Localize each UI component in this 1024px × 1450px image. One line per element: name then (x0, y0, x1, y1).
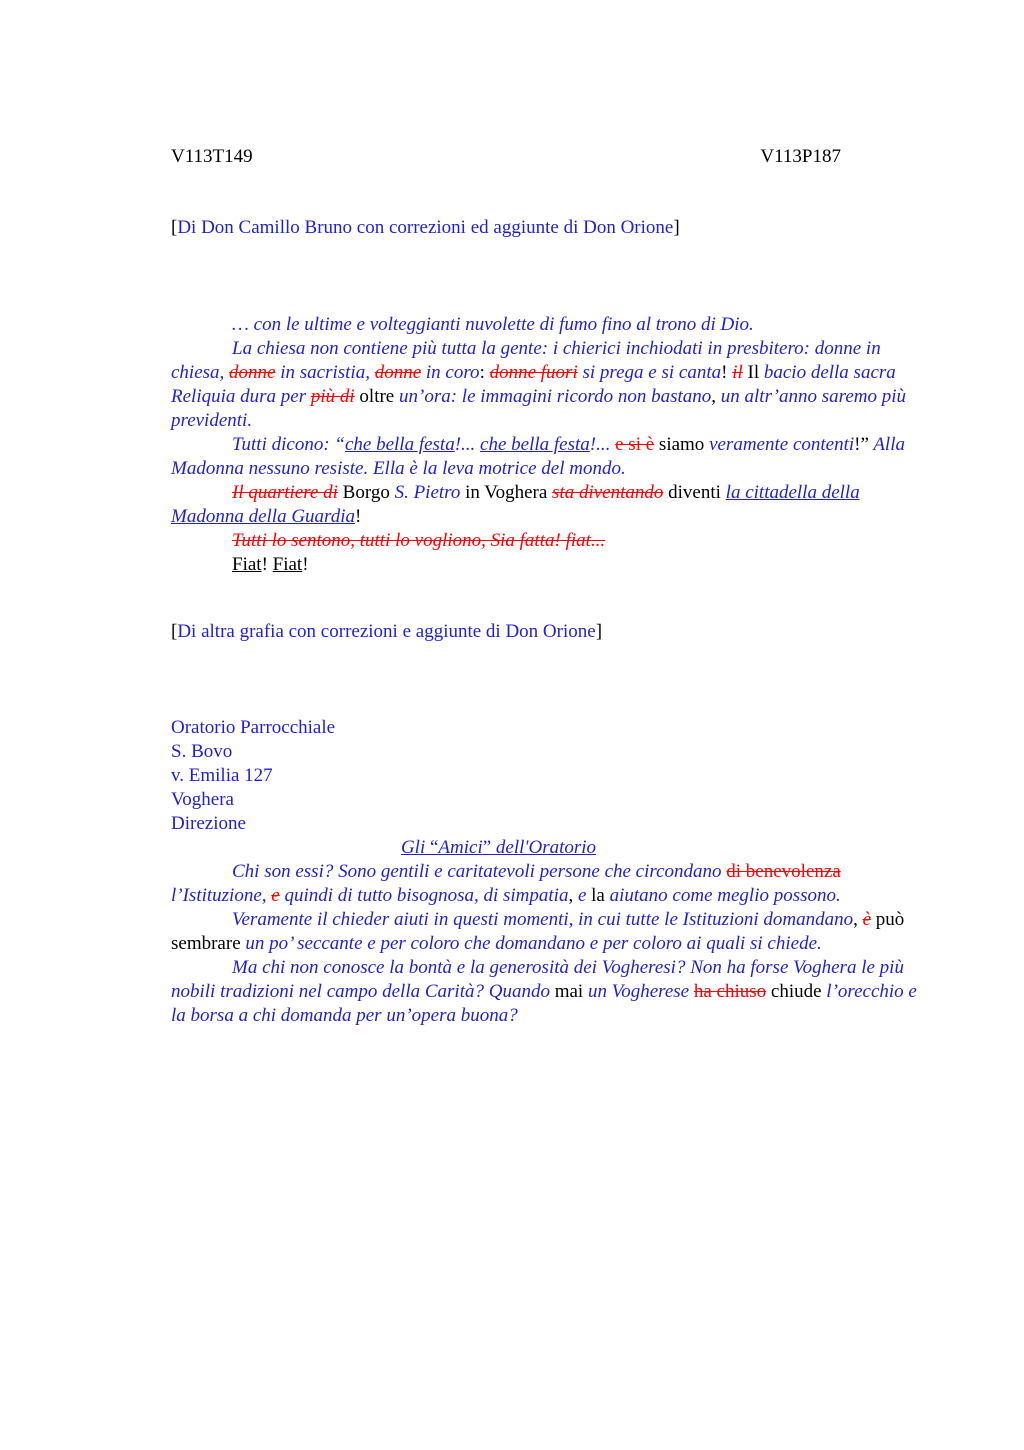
document-code-left: V113T149 (171, 146, 253, 167)
paragraph-4: Il quartiere di Borgo S. Pietro in Voghera sta diventando diventi la cittadella della Madonna della Guardia! (171, 482, 860, 527)
paragraph-5-deleted: Tutti lo sentono, tutti lo vogliono, Sia fatta! fiat... (232, 530, 606, 551)
deleted-text: ha chiuso (693, 981, 767, 1002)
section-note-2: [Di altra grafia con correzioni e aggiunte di Don Orione] (171, 621, 603, 642)
deleted-text: donne (374, 362, 422, 383)
text-block-1 (171, 313, 926, 577)
address-line: Oratorio Parrocchiale (171, 717, 336, 738)
deleted-text: sta diventando (552, 482, 664, 503)
deleted-text: è (862, 909, 872, 930)
paragraph-3: Tutti dicono: “che bella festa!... che bella festa!... e si è siamo veramente contenti!” Alla Madonna nessuno resiste. Ella è la leva motrice del mondo. (171, 434, 905, 479)
deleted-text: donne (229, 362, 276, 383)
deleted-text: e (271, 885, 280, 906)
underlined-text: che bella festa (344, 434, 455, 455)
paragraph-1: … con le ultime e volteggianti nuvolette di fumo fino al trono di Dio. (232, 314, 754, 335)
text-block-2 (171, 836, 926, 1028)
document-code-right: V113P187 (760, 146, 841, 167)
document-title: Gli “Amici” dell'Oratorio (400, 837, 597, 858)
paragraph-2: La chiesa non contiene più tutta la gente: i chierici inchiodati in presbitero: donne in chiesa, donne in sacristia, donne in coro: donne fuori si prega e si canta! il Il bacio della sacra Reliquia dura per più di oltre un’ora: le immagini ricordo non bastano, un altr’anno saremo più previdenti. (171, 338, 907, 431)
address-line: v. Emilia 127 (171, 765, 273, 786)
section-note-1: [Di Don Camillo Bruno con correzioni ed aggiunte di Don Orione] (171, 217, 680, 238)
address-line: Direzione (171, 813, 246, 834)
deleted-text: più di (310, 386, 355, 407)
paragraph-7: Chi son essi? Sono gentili e caritatevoli persone che circondano di benevolenza l’Istituzione, e quindi di tutto bisognosa, di simpatia, e la aiutano come meglio possono. (171, 861, 841, 906)
paragraph-8: Veramente il chieder aiuti in questi momenti, in cui tutte le Istituzioni domandano, è può sembrare un po’ seccante e per coloro che domandano e per coloro ai quali si chiede. (171, 909, 905, 954)
page-header (171, 146, 841, 170)
underlined-text: la cittadella della Madonna della Guardia (171, 482, 860, 527)
deleted-text: di benevolenza (726, 861, 841, 882)
paragraph-9: Ma chi non conosce la bontà e la generosità dei Vogheresi? Non ha forse Voghera le più nobili tradizioni nel campo della Carità? Quando mai un Vogherese ha chiuso chiude l’orecchio e la borsa a chi domanda per un’opera buona? (171, 957, 917, 1026)
deleted-text: donne fuori (489, 362, 578, 383)
address-line: S. Bovo (171, 741, 233, 762)
address-block (171, 716, 335, 836)
underlined-text: che bella festa (480, 434, 590, 455)
underlined-text: Amici (438, 837, 483, 858)
deleted-text: Il quartiere di (232, 482, 338, 503)
paragraph-6: Fiat! Fiat! (232, 554, 309, 575)
address-line: Voghera (171, 789, 234, 810)
deleted-text: e si è (615, 434, 655, 455)
deleted-text: il (732, 362, 743, 383)
